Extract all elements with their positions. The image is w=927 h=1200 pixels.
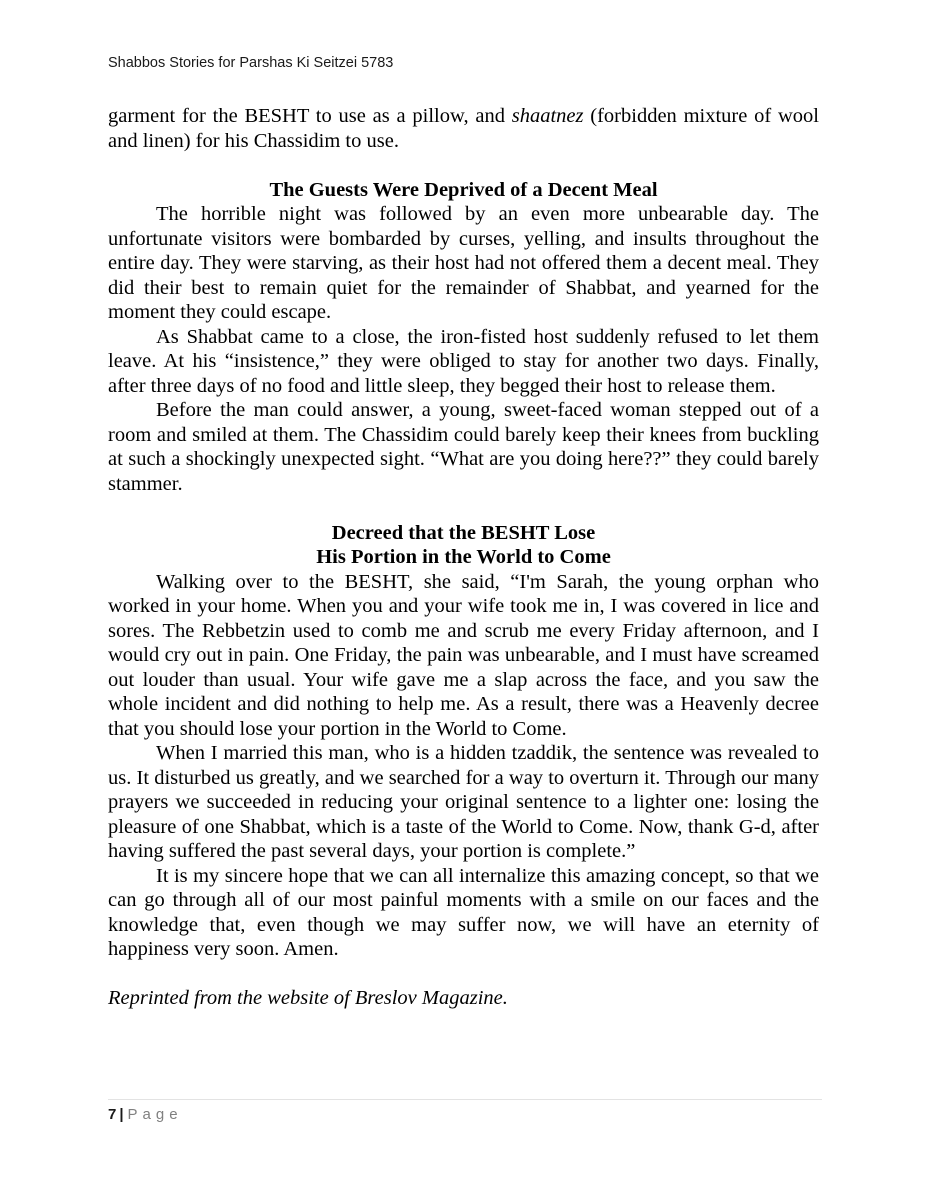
footer-page-number: 7: [108, 1106, 117, 1123]
continuation-paragraph: [108, 104, 819, 153]
italic-term: shaatnez: [511, 105, 584, 127]
footer-page-label: Page: [127, 1106, 183, 1123]
document-body: [108, 104, 819, 1011]
continuation-paragraph-part2: (forbidden mixture of wool and linen) for his Chassidim to use.: [108, 105, 819, 152]
story-paragraph: Walking over to the BESHT, she said, “I'm Sarah, the young orphan who worked in your home. When you and your wife took me in, I was covered in lice and sores. The Rebbetzin used to comb me and scrub me every Friday afternoon, and I would cry out in pain. One Friday, the pain was unbearable, and I must have screamed out louder than usual. Your wife gave me a slap across the face, and you saw the whole incident and did nothing to help me. As a result, there was a Heavenly decree that you should lose your portion in the World to Come.: [108, 570, 819, 740]
section-heading-line2: His Portion in the World to Come: [316, 546, 611, 568]
story-paragraph: It is my sincere hope that we can all internalize this amazing concept, so that we can go through all of our most painful moments with a smile on our faces and the knowledge that, even though we may suffer now, we will have an eternity of happiness very soon. Amen.: [108, 864, 819, 960]
section-heading: The Guests Were Deprived of a Decent Meal: [269, 178, 658, 201]
page-header-title: Shabbos Stories for Parshas Ki Seitzei 5783: [108, 55, 394, 71]
continuation-paragraph-part1: garment for the BESHT to use as a pillow, and: [108, 105, 512, 127]
page-footer: [108, 1099, 822, 1123]
story-paragraph: As Shabbat came to a close, the iron-fisted host suddenly refused to let them leave. At his “insistence,” they were obliged to stay for another two days. Finally, after three days of no food and little sleep, they begged their host to release them.: [108, 325, 819, 397]
source-attribution: Reprinted from the website of Breslov Magazine.: [108, 987, 508, 1009]
story-paragraph: Before the man could answer, a young, sweet-faced woman stepped out of a room and smiled at them. The Chassidim could barely keep their knees from buckling at such a shockingly unexpected sight. “What are you doing here??” they could barely stammer.: [108, 399, 819, 495]
story-paragraph: The horrible night was followed by an even more unbearable day. The unfortunate visitors were bombarded by curses, yelling, and insults throughout the entire day. They were starving, as their host had not offered them a decent meal. They did their best to remain quiet for the remainder of Shabbat, and yearned for the moment they could escape.: [108, 203, 819, 323]
footer-separator: |: [119, 1106, 124, 1123]
story-paragraph: When I married this man, who is a hidden tzaddik, the sentence was revealed to us. It disturbed us greatly, and we searched for a way to overturn it. Through our many prayers we succeeded in reducing your original sentence to a lighter one: losing the pleasure of one Shabbat, which is a taste of the World to Come. Now, thank G-d, after having suffered the past several days, your portion is complete.”: [108, 742, 819, 862]
section-heading-line1: Decreed that the BESHT Lose: [331, 521, 596, 544]
